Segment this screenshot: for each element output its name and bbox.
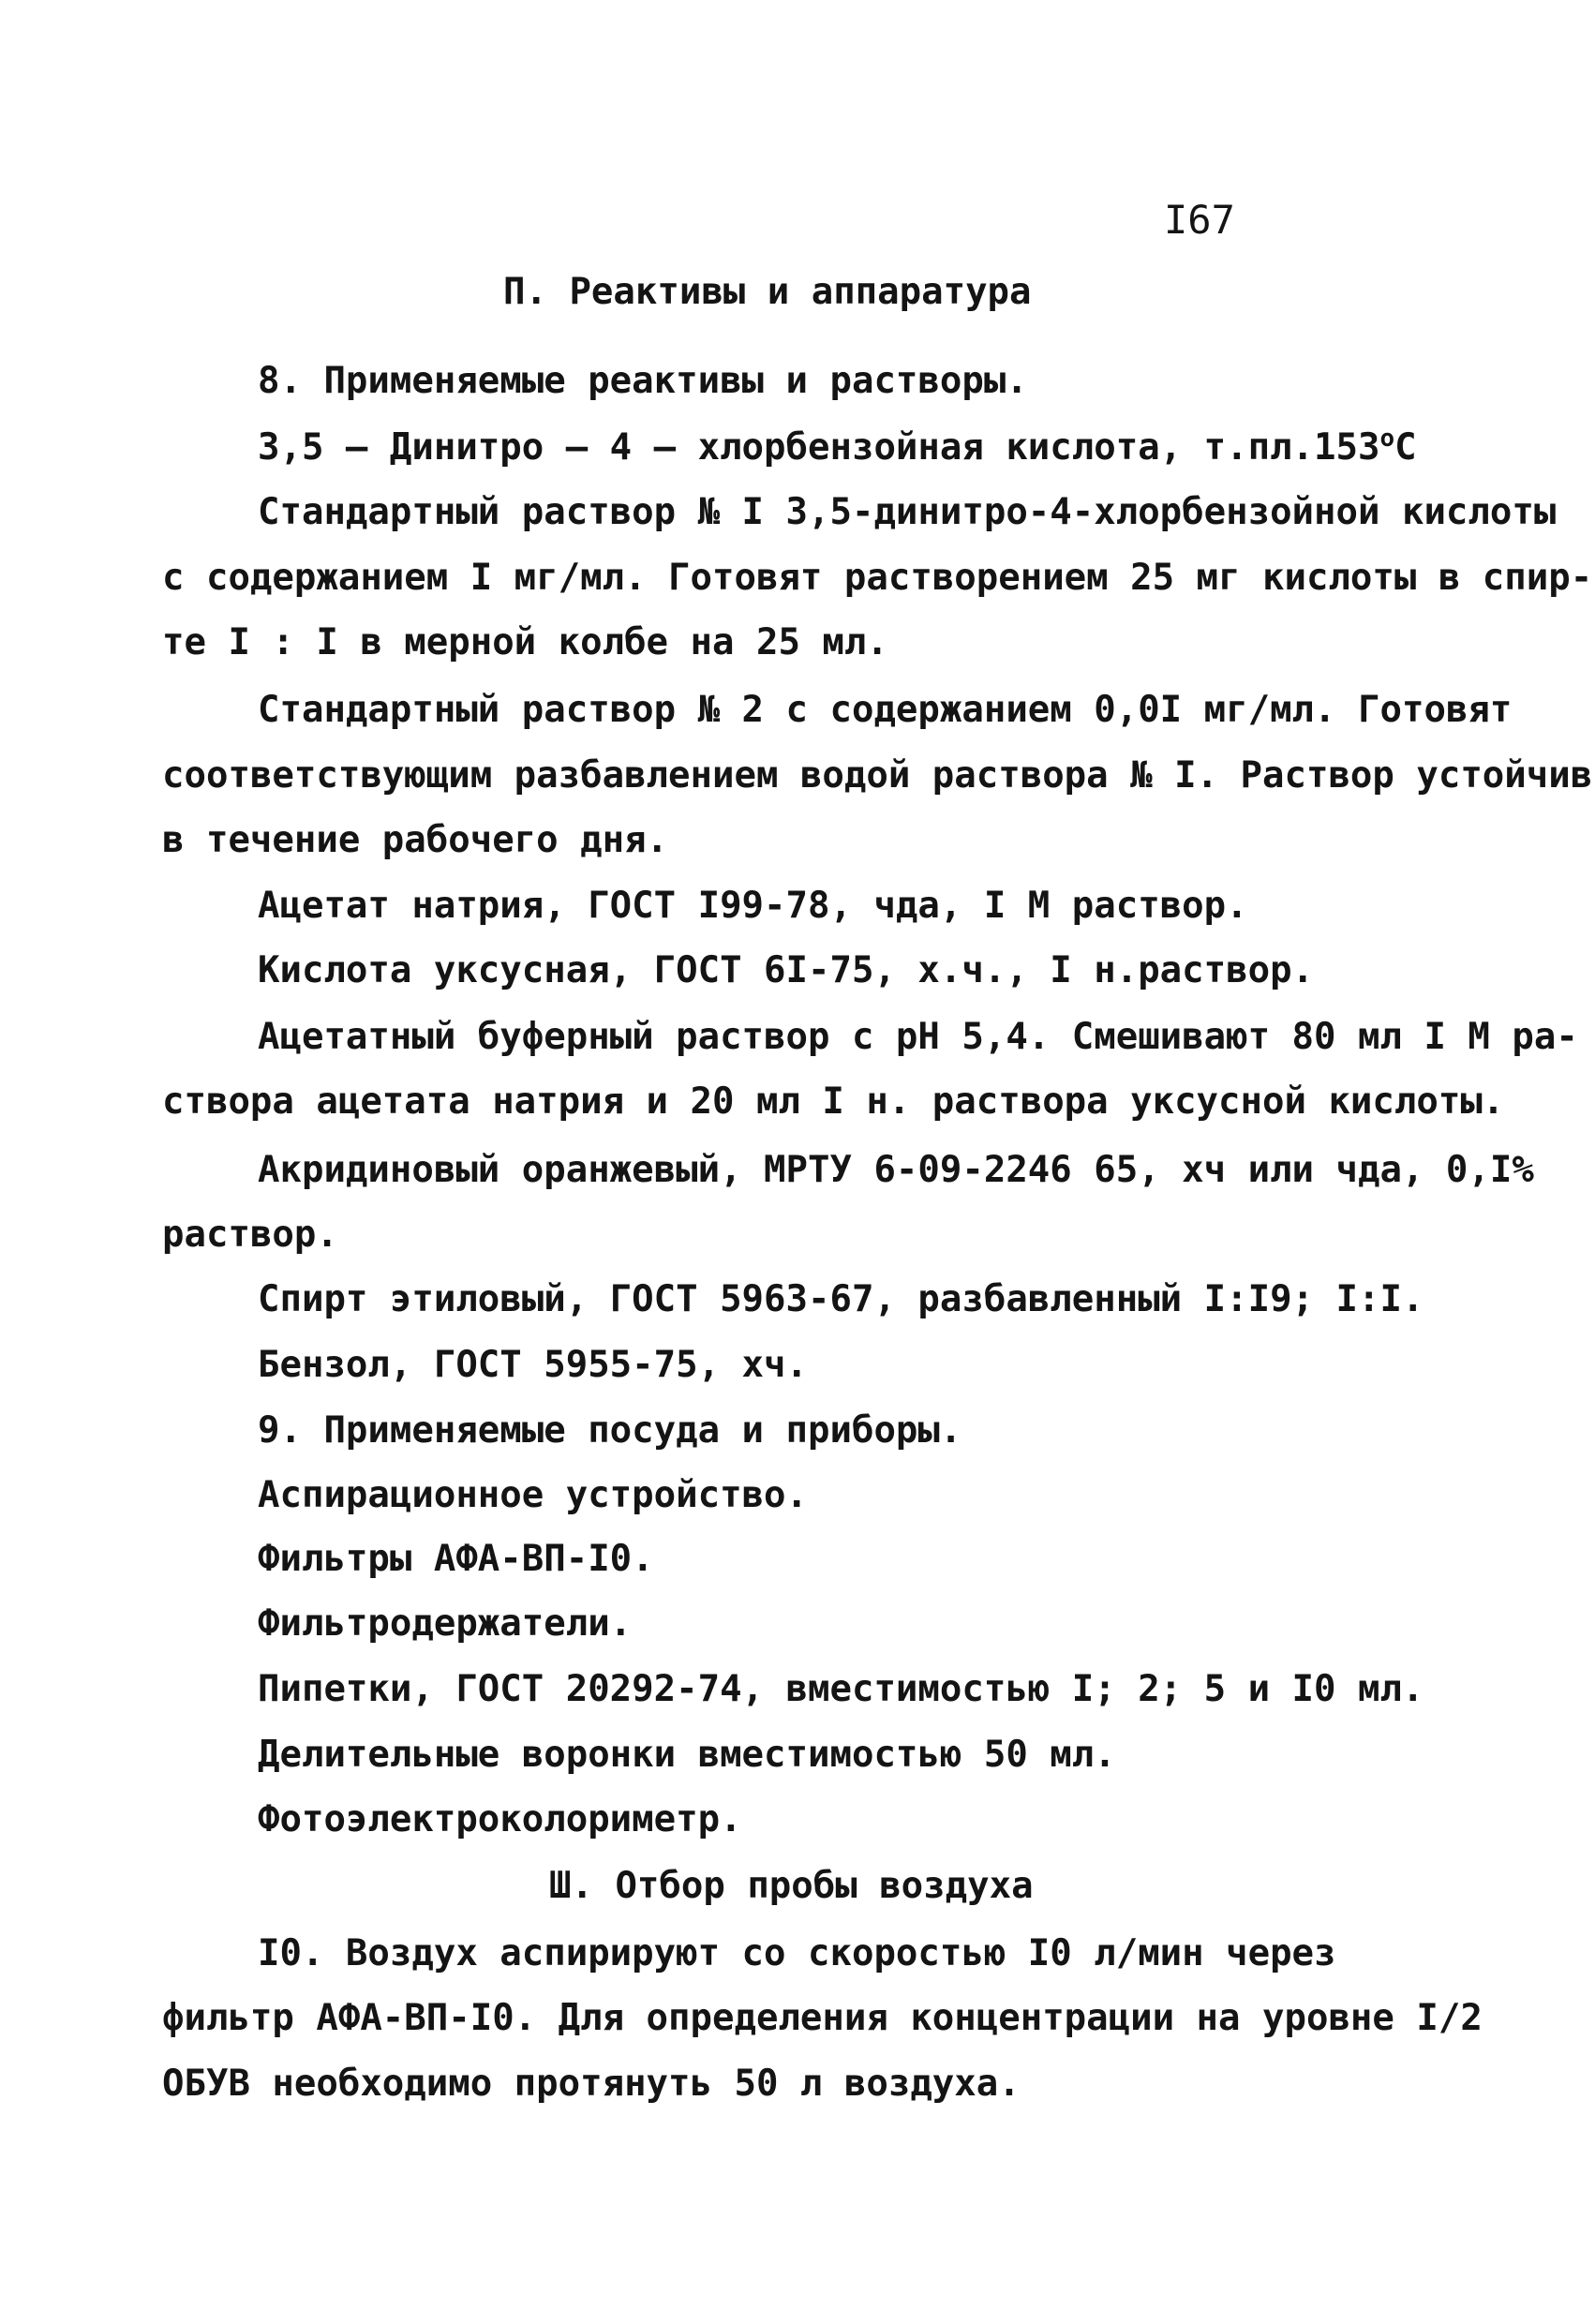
aspirator-line: Аспирационное устройство.: [258, 1474, 808, 1516]
acetate-line: Ацетат натрия, ГОСТ I99-78, чда, I М раствор.: [258, 885, 1248, 927]
buffer-line-1: Ацетатный буферный раствор с рН 5,4. Смешивают 80 мл I М ра-: [258, 1016, 1578, 1058]
degree-sup: о: [1379, 425, 1395, 453]
std1-line-2: с содержанием I мг/мл. Готовят растворением 25 мг кислоты в спир-: [162, 557, 1593, 599]
item-10-line-2: фильтр АФА-ВП-I0. Для определения концентрации на уровне I/2: [162, 1997, 1483, 2039]
filter-holders-line: Фильтродержатели.: [258, 1602, 633, 1645]
funnels-line: Делительные воронки вместимостью 50 мл.: [258, 1734, 1116, 1776]
std2-line-3: в течение рабочего дня.: [162, 819, 669, 861]
page-number: I67: [1164, 197, 1235, 243]
buffer-line-2: створа ацетата натрия и 20 мл I н. раствора уксусной кислоты.: [162, 1080, 1505, 1123]
pipettes-line: Пипетки, ГОСТ 20292-74, вместимостью I; 2; 5 и I0 мл.: [258, 1668, 1424, 1710]
std2-line-2: соответствующим разбавлением водой раствора № I. Раствор устойчив: [162, 754, 1593, 797]
filters-line: Фильтры АФА-ВП-I0.: [258, 1538, 654, 1580]
item-8-acid-line: [258, 425, 1417, 469]
std1-line-1: Стандартный раствор № I 3,5-динитро-4-хлорбензойной кислоты: [258, 491, 1557, 533]
std1-line-3: те I : I в мерной колбе на 25 мл.: [162, 621, 888, 663]
item-10-line-3: ОБУВ необходимо протянуть 50 л воздуха.: [162, 2063, 1021, 2105]
ethanol-line: Спирт этиловый, ГОСТ 5963-67, разбавленный I:I9; I:I.: [258, 1278, 1424, 1320]
section-3-heading: Ш. Отбор пробы воздуха: [549, 1865, 1034, 1907]
acridine-line-2: раствор.: [162, 1214, 338, 1256]
photocolorimeter-line: Фотоэлектроколориметр.: [258, 1798, 742, 1840]
benzene-line: Бензол, ГОСТ 5955-75, хч.: [258, 1344, 808, 1386]
acetic-acid-line: Кислота уксусная, ГОСТ 6I-75, х.ч., I н.раствор.: [258, 949, 1315, 991]
item-8-title: 8. Применяемые реактивы и растворы.: [258, 360, 1028, 402]
section-2-heading: П. Реактивы и аппаратура: [503, 271, 1032, 313]
item-10-line-1: I0. Воздух аспирируют со скоростью I0 л/мин через: [258, 1932, 1336, 1974]
acridine-line-1: Акридиновый оранжевый, МРТУ 6-09-2246 65, хч или чда, 0,I%: [258, 1149, 1534, 1191]
acid-text: 3,5 – Динитро – 4 – хлорбензойная кислота, т.пл.153: [258, 426, 1380, 469]
acid-unit: С: [1394, 426, 1417, 469]
std2-line-1: Стандартный раствор № 2 с содержанием 0,0I мг/мл. Готовят: [258, 689, 1513, 731]
item-9-title: 9. Применяемые посуда и приборы.: [258, 1409, 962, 1452]
